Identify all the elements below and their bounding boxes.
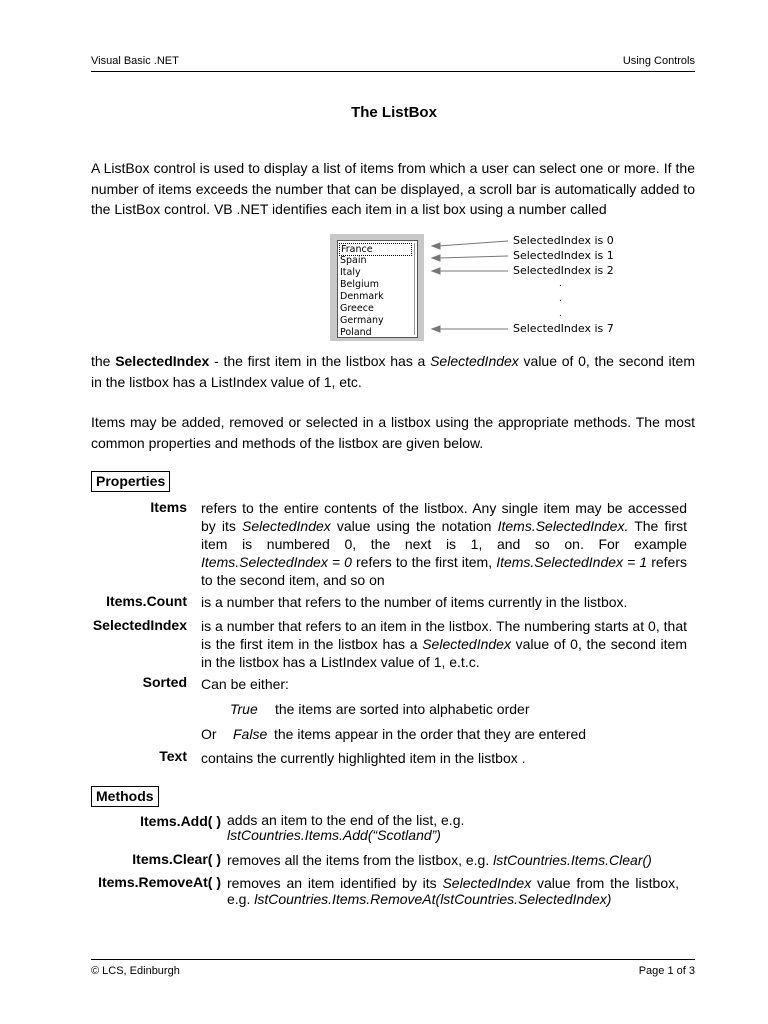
intro-paragraph-1: A ListBox control is used to display a list of items from which a user can select one or more. If the number of items exceeds the number that can be displayed, a scroll bar is automatically added to the ListBox control. VB .NET identifies each item in a list box using a number called <box>91 160 695 217</box>
text-run: is a number that refers to an item in the listbox. The numbering starts at 0, that is the first item in the listbox has a <box>201 618 687 652</box>
text-run: removes all the items from the listbox, e.g. <box>227 852 494 868</box>
listbox-item: Belgium <box>340 279 379 290</box>
property-desc-selectedindex <box>201 617 687 671</box>
header-right: Using Controls <box>622 55 695 67</box>
sorted-true-label: True <box>230 701 258 717</box>
annotation-label: SelectedIndex is 2 <box>513 264 614 277</box>
page-title: The ListBox <box>351 104 437 121</box>
method-term-clear: Items.Clear( ) <box>132 851 221 867</box>
text-run: value from the listbox, e.g. <box>227 875 679 907</box>
ellipsis-dot: . <box>559 278 562 289</box>
property-desc-items <box>201 499 687 589</box>
property-desc-count: is a number that refers to the number of items currently in the listbox. <box>201 594 628 610</box>
italic-term: Items.SelectedIndex. <box>497 518 629 534</box>
text-run: the <box>91 353 116 369</box>
method-term-removeat: Items.RemoveAt( ) <box>98 874 221 890</box>
listbox-item: Italy <box>340 267 361 278</box>
text-run: removes an item identified by its <box>227 875 443 891</box>
arrow-head-3 <box>432 326 440 332</box>
property-term-selectedindex: SelectedIndex <box>92 617 187 633</box>
code-example: lstCountries.Items.RemoveAt(lstCountries.SelectedIndex) <box>254 891 612 907</box>
property-term-count: Items.Count <box>106 593 187 609</box>
annotation-label: SelectedIndex is 1 <box>513 249 614 262</box>
italic-term: SelectedIndex <box>442 875 532 891</box>
listbox-item: Spain <box>340 255 367 266</box>
intro-paragraph-2 <box>91 351 695 392</box>
intro-paragraph-3: Items may be added, removed or selected in a listbox using the appropriate methods. The most common properties and methods of the listbox are given below. <box>91 414 695 451</box>
properties-heading: Properties <box>91 471 170 492</box>
listbox-item: Germany <box>340 315 384 326</box>
sorted-false-label: False <box>233 726 268 742</box>
sorted-true-desc: the items are sorted into alphabetic order <box>275 701 530 717</box>
property-desc-text: contains the currently highlighted item in the listbox . <box>201 750 526 766</box>
method-desc-add <box>227 813 695 843</box>
italic-term: SelectedIndex <box>242 518 331 534</box>
running-footer <box>91 959 695 980</box>
listbox-item: Poland <box>340 327 372 338</box>
listbox-item: Greece <box>340 303 374 314</box>
italic-term: Items.SelectedIndex = 0 <box>201 554 352 570</box>
text-run: value of 0, the second item in the listbox has a ListIndex value of 1, etc. <box>91 353 696 390</box>
arrow-line-0 <box>438 241 508 246</box>
code-example: lstCountries.Items.Clear() <box>493 852 652 868</box>
header-left: Visual Basic .NET <box>91 55 179 67</box>
methods-heading: Methods <box>91 786 159 807</box>
bold-term: SelectedIndex <box>115 353 210 369</box>
text-run: refers to the entire contents of the listbox. Any single item may be accessed by its <box>201 500 687 534</box>
arrow-line-1 <box>438 256 508 258</box>
listbox-item: France <box>339 243 412 256</box>
listbox-item: Denmark <box>340 291 384 302</box>
property-desc-sorted: Can be either: <box>201 676 289 692</box>
ellipsis-dot: . <box>559 293 562 304</box>
sorted-or-label: Or <box>201 726 217 742</box>
annotation-label: SelectedIndex is 7 <box>513 322 614 335</box>
arrow-head-0 <box>432 243 440 249</box>
text-run: The first item is numbered 0, the next is 1, and so on. For example <box>201 518 688 552</box>
property-term-items: Items <box>150 499 187 515</box>
text-run: value of 0, the second item in the listbox has a ListIndex value of 1, e.t.c. <box>201 636 687 670</box>
code-example: lstCountries.Items.Add(“Scotland”) <box>227 827 441 843</box>
italic-term: Items.SelectedIndex = 1 <box>496 554 648 570</box>
arrow-head-2 <box>432 268 440 274</box>
italic-term: SelectedIndex <box>430 353 519 369</box>
annotation-label: SelectedIndex is 0 <box>513 234 614 247</box>
property-term-sorted: Sorted <box>142 674 187 690</box>
footer-right: Page 1 of 3 <box>638 965 695 977</box>
method-desc-removeat <box>227 875 679 907</box>
sorted-false-desc: the items appear in the order that they are entered <box>274 726 587 742</box>
arrow-head-1 <box>432 255 440 261</box>
text-run: refers to the second item, and so on <box>201 554 687 588</box>
method-desc-clear <box>227 851 695 869</box>
property-term-text: Text <box>159 748 187 764</box>
italic-term: SelectedIndex <box>422 636 511 652</box>
text-run: - the first item in the listbox has a <box>209 353 431 369</box>
text-run: value using the notation <box>330 518 498 534</box>
method-term-add: Items.Add( ) <box>140 813 221 829</box>
text-run: refers to the first item, <box>351 554 497 570</box>
ellipsis-dot: . <box>559 308 562 319</box>
footer-left: © LCS, Edinburgh <box>91 965 180 977</box>
text-run: adds an item to the end of the list, e.g. <box>227 812 465 828</box>
